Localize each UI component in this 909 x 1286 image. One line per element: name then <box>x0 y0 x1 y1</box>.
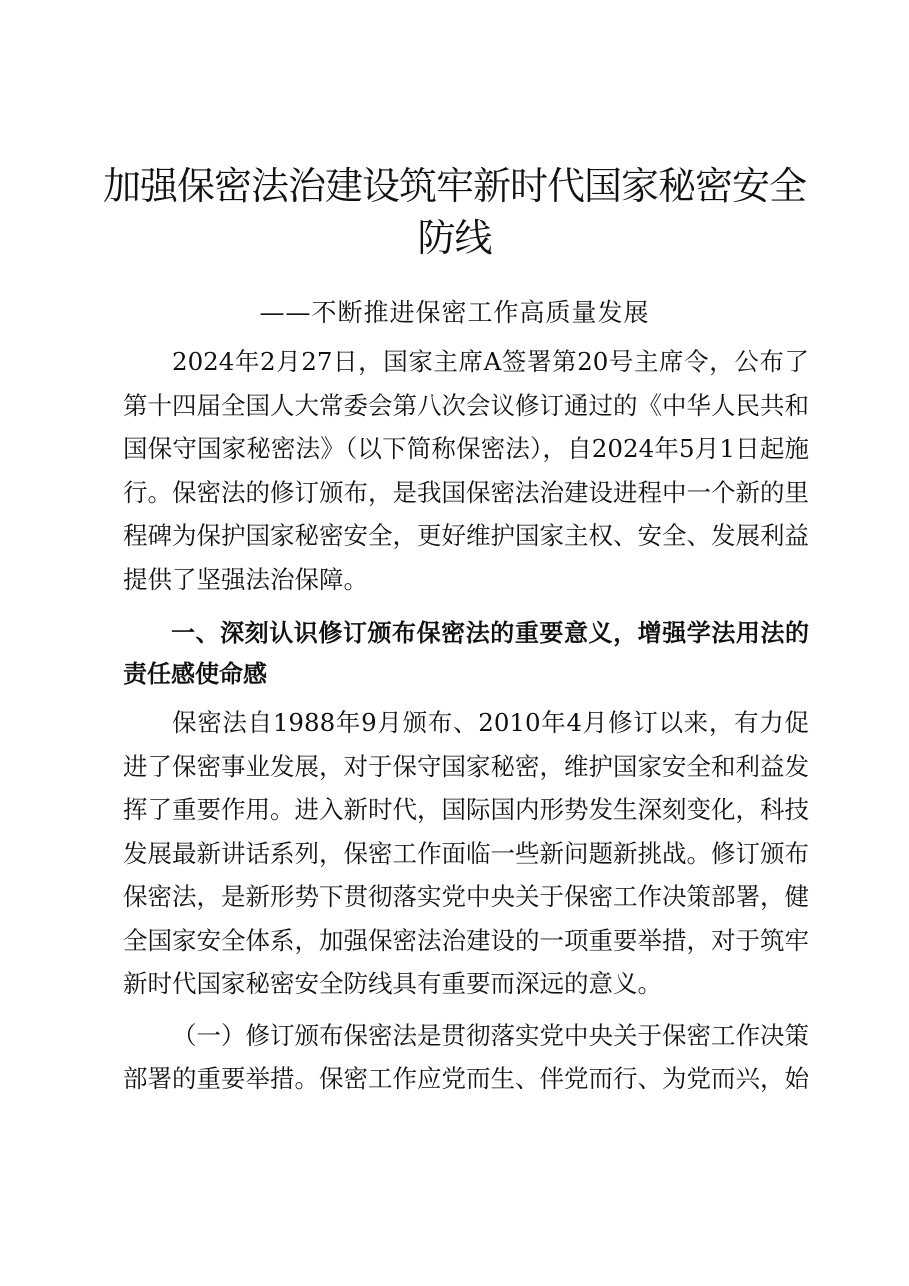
section-1-paragraph: 保密法自1988年9月颁布、2010年4月修订以来，有力促进了保密事业发展，对于保守国家秘密，维护国家安全和利益发挥了重要作用。进入新时代，国际国内形势发生深刻变化，科技发展最新讲话系列，保密工作面临一些新问题新挑战。修订颁布保密法，是新形势下贯彻落实党中央关于保密工作决策部署，健全国家安全体系，加强保密法治建设的一项重要举措，对于筑牢新时代国家秘密安全防线具有重要而深远的意义。 <box>123 708 809 998</box>
section-heading-1: 一、深刻认识修订颁布保密法的重要意义，增强学法用法的责任感使命感 <box>123 619 809 688</box>
document-body <box>123 340 809 1101</box>
subsection-1-paragraph: （一）修订颁布保密法是贯彻落实党中央关于保密工作决策部署的重要举措。保密工作应党而生、伴党而行、为党而兴，始 <box>123 1020 809 1093</box>
document-subtitle: ——不断推进保密工作高质量发展 <box>259 298 650 327</box>
intro-paragraph: 2024年2月27日，国家主席A签署第20号主席令，公布了第十四届全国人大常委会第八次会议修订通过的《中华人民共和国保守国家秘密法》（以下简称保密法），自2024年5月1日起施行。保密法的修订颁布，是我国保密法治建设进程中一个新的里程碑为保护国家秘密安全，更好维护国家主权、安全、发展利益提供了坚强法治保障。 <box>123 347 809 594</box>
document-title: 加强保密法治建设筑牢新时代国家秘密安全防线 <box>102 164 806 260</box>
